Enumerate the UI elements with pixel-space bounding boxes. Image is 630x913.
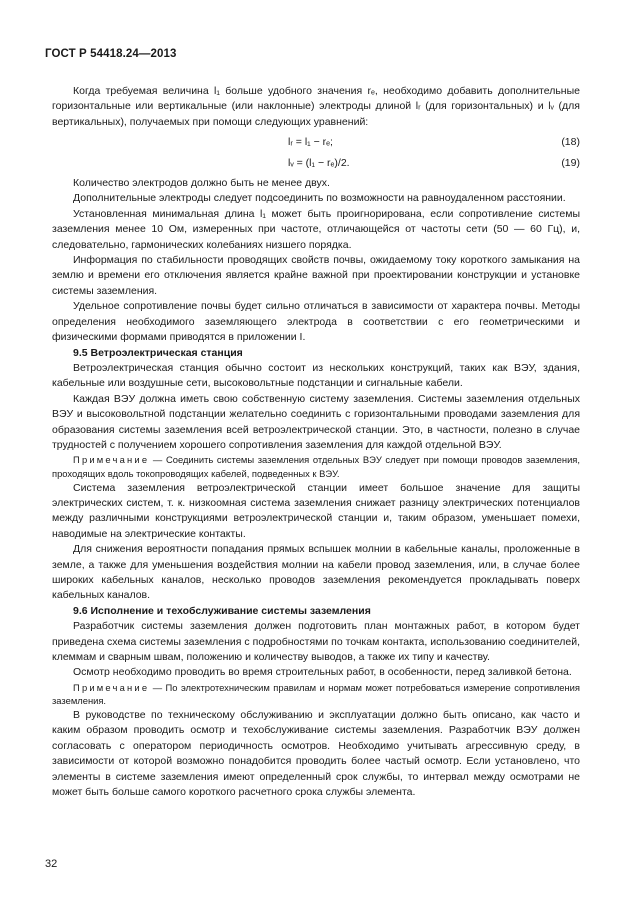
section-heading-9-5: 9.5 Ветроэлектрическая станция bbox=[73, 346, 243, 359]
paragraph: Осмотр необходимо проводить во время строительных работ, в особенности, перед заливкой бетона. bbox=[73, 666, 572, 679]
formula-expression: lᵥ = (l₁ − rₑ)/2. bbox=[288, 156, 350, 169]
document-body bbox=[52, 84, 580, 800]
paragraph: Каждая ВЭУ должна иметь свою собственную систему заземления. Системы заземления отдельных ВЭУ и высоковольтной подстанции желательно соединить с горизонтальными проводами заземления для образования системы заземления всей ветроэлектрической станции. Это, в частности, полезно в случае трудностей с получением хорошего сопротивления заземления для каждой отдельной ВЭУ. bbox=[52, 392, 580, 451]
paragraph: Система заземления ветроэлектрической станции имеет большое значение для защиты электрических систем, т. к. низкоомная система заземления снижает разницу электрических потенциалов между различными конструкциями ветроэлектрической станции и, таким образом, уменьшает помехи, наводимые на электрические контакты. bbox=[52, 481, 580, 540]
page-number: 32 bbox=[45, 858, 58, 870]
paragraph: Удельное сопротивление почвы будет сильно отличаться в зависимости от характера почвы. Методы определения необходимого заземляющего электрода в соответствии с его геометрическими и физическими формами приводятся в приложении I. bbox=[52, 300, 580, 344]
paragraph: Дополнительные электроды следует подсоединить по возможности на равноудаленном расстоянии. bbox=[73, 192, 566, 205]
paragraph: Количество электродов должно быть не менее двух. bbox=[73, 177, 330, 190]
formula-number: (19) bbox=[561, 156, 580, 169]
note bbox=[52, 453, 580, 480]
document-header: ГОСТ Р 54418.24—2013 bbox=[45, 48, 177, 60]
paragraph: Ветроэлектрическая станция обычно состоит из нескольких конструкций, таких как ВЭУ, здания, кабельные или воздушные сети, высоковольтные подстанции и сигнальные кабели. bbox=[52, 361, 580, 390]
section-heading-9-6: 9.6 Исполнение и техобслуживание системы заземления bbox=[73, 604, 371, 617]
note-text: — По электротехническим правилам и нормам может потребоваться измерение сопротивления заземления. bbox=[52, 681, 580, 707]
note-text: — Соединить системы заземления отдельных ВЭУ следует при помощи проводов заземления, проходящих вдоль токопроводящих кабелей, подведенных к ВЭУ. bbox=[52, 454, 580, 479]
formula-18 bbox=[52, 135, 580, 150]
note-label: Примечание bbox=[73, 681, 150, 693]
paragraph: Для снижения вероятности попадания прямых вспышек молнии в кабельные каналы, проложенные в земле, а также для уменьшения воздействия молнии на кабели провод заземления, или, в случае более широких кабельных каналов, несколько проводов заземления рекомендуется прокладывать поверх кабельных каналов. bbox=[52, 543, 580, 602]
formula-19 bbox=[52, 156, 580, 171]
paragraph: В руководстве по техническому обслуживанию и эксплуатации должно быть описано, как часто и каким образом проводить осмотр и техобслуживание системы заземления. Разработчик ВЭУ должен согласовать с оператором периодичность осмотров. Необходимо учитывать агрессивную среду, в зависимости от которой возможно понадобится проводить более частый осмотр. Если установлено, что элементы в системе заземления имеют определенный срок службы, то интервал между осмотрами не может быть больше самого короткого расчетного срока службы элемента. bbox=[52, 709, 580, 799]
formula-expression: lᵣ = l₁ − rₑ; bbox=[288, 136, 333, 149]
note bbox=[52, 681, 580, 708]
paragraph: Разработчик системы заземления должен подготовить план монтажных работ, в котором будет приведена схема системы заземления с подробностями по точкам контакта, использованию соединителей, клеммам и сварным швам, положению и количеству выводов, а также их типу и качеству. bbox=[52, 620, 580, 663]
paragraph: Когда требуемая величина l₁ больше удобного значения rₑ, необходимо добавить дополнительные горизонтальные или вертикальные (или наклонные) электроды длиной lᵣ (для горизонтальных) и lᵥ (для вертикальных), получаемых при помощи следующих уравнений: bbox=[52, 85, 580, 128]
paragraph: Информация по стабильности проводящих свойств почвы, ожидаемому току короткого замыкания на землю и времени его отключения является крайне важной при проектировании конструкции и установке системы заземления. bbox=[52, 254, 580, 297]
formula-number: (18) bbox=[561, 136, 580, 149]
note-label: Примечание bbox=[73, 454, 150, 466]
paragraph: Установленная минимальная длина l₁ может быть проигнорирована, если сопротивление системы заземления менее 10 Ом, измеренных при частоте, отличающейся от частоты сети (50 — 60 Гц), и, следовательно, гармонических колебаниях низшего порядка. bbox=[52, 207, 580, 251]
